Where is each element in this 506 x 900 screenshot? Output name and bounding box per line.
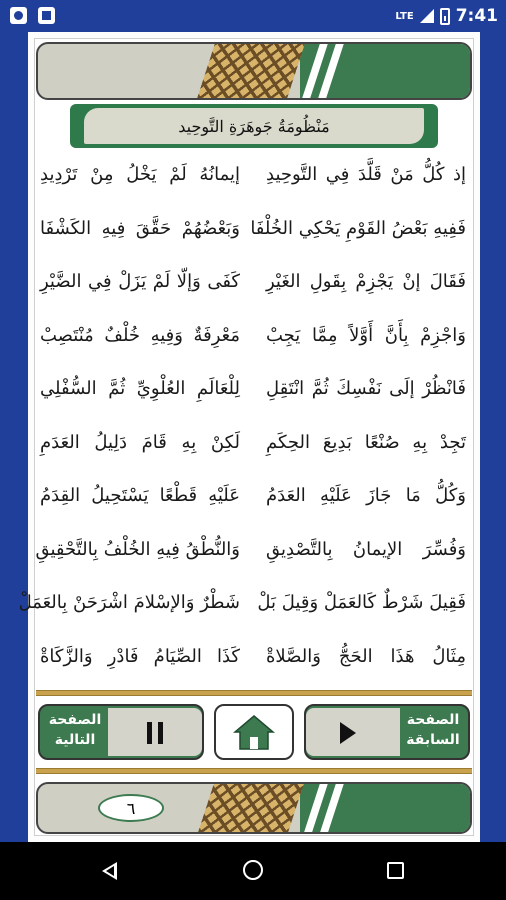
verse-right-hemistich: إذ كُلُّ مَنْ قَلَّدَ فِي التَّوحِيدِ xyxy=(266,164,466,185)
recents-nav-icon[interactable] xyxy=(387,862,404,879)
verse-row xyxy=(18,584,474,638)
navigation-bar xyxy=(0,842,506,900)
play-icon xyxy=(340,722,356,744)
verse-left-hemistich: وَبَعْضُهُمْ حَقَّقَ فِيهِ الكَشْفَا xyxy=(40,217,240,239)
verse-left-hemistich: عَلَيْهِ قَطْعًا يَسْتَحِيلُ القِدَمُ xyxy=(40,485,240,506)
play-button[interactable] xyxy=(306,708,400,756)
title-plate xyxy=(70,104,438,148)
notification-icon xyxy=(10,7,27,24)
verses-list xyxy=(18,156,474,691)
network-label: LTE xyxy=(395,10,414,22)
pause-icon xyxy=(146,722,164,744)
home-button[interactable] xyxy=(214,704,294,760)
banner-pattern xyxy=(198,784,304,832)
pause-button[interactable] xyxy=(108,708,202,756)
verse-row xyxy=(34,317,474,371)
divider-top xyxy=(36,690,472,696)
verse-row xyxy=(34,424,474,478)
verse-row xyxy=(34,370,474,424)
verse-right-hemistich: وَاجْزِمْ بِأَنَّ أَوَّلاً مِمَّا يَجِبْ xyxy=(266,324,466,346)
verse-right-hemistich: مِثَالُ هَذَا الحَجُّ وَالصَّلاةْ xyxy=(266,645,466,667)
home-icon xyxy=(233,713,275,751)
page-title: مَنْظُومَةُ جَوهَرَةِ التَّوحِيد xyxy=(84,108,424,144)
battery-icon xyxy=(440,8,450,25)
prev-page-button[interactable]: الصفحة السابقة xyxy=(406,712,460,748)
verse-right-hemistich: فَفِيهِ بَعْضُ القَوْمِ يَحْكِي الخُلْفَا xyxy=(250,217,466,239)
banner-pattern xyxy=(197,44,305,98)
prev-page-group xyxy=(304,704,470,760)
book-page xyxy=(18,32,480,842)
verse-right-hemistich: وَفُسِّرَ الإيمانُ بِالتَّصْدِيقِ xyxy=(266,538,466,560)
signal-icon xyxy=(420,9,434,23)
verse-left-hemistich: شَطْرٌ وَالإسْلامَ اشْرَحَنْ بِالعَمَلْ xyxy=(18,592,240,613)
verse-left-hemistich: وَالنُّطْقُ فِيهِ الخُلْفُ بِالتَّحْقِيقِ xyxy=(35,538,240,560)
back-nav-icon-inner xyxy=(106,866,114,876)
verse-left-hemistich: كَفَى وَإلّا لَمْ يَزَلْ فِي الضَّيْرِ xyxy=(40,271,240,292)
verse-row xyxy=(34,156,474,210)
next-page-group xyxy=(38,704,204,760)
app-notification-icon xyxy=(38,7,55,24)
verse-row xyxy=(34,263,474,317)
verse-left-hemistich: إيمانُهُ لَمْ يَخْلُ مِنْ تَرْدِيدِ xyxy=(40,164,240,185)
verse-left-hemistich: لِلْعَالَمِ العُلْوِيِّ ثُمَّ السُّفْلِي xyxy=(40,378,240,399)
divider-bottom xyxy=(36,768,472,774)
verse-row xyxy=(34,477,474,531)
verse-row xyxy=(34,210,474,264)
verse-left-hemistich: كَذَا الصِّيَامُ فَادْرِ وَالزَّكَاةْ xyxy=(40,645,240,667)
status-bar xyxy=(0,0,506,32)
verse-right-hemistich: فَانْظُرْ إلَى نَفْسِكَ ثُمَّ انْتَقِلِ xyxy=(266,378,466,399)
page-number: ٦ xyxy=(98,794,164,822)
verse-left-hemistich: لَكِنْ بِهِ قَامَ دَلِيلُ العَدَمِ xyxy=(40,431,240,453)
verse-left-hemistich: مَعْرِفَةٌ وَفِيهِ خُلْفٌ مُنْتَصِبْ xyxy=(40,324,240,346)
next-page-button[interactable]: الصفحة التالية xyxy=(48,712,102,748)
verse-row xyxy=(34,531,474,585)
verse-right-hemistich: وَكُلُّ مَا جَازَ عَلَيْهِ العَدَمُ xyxy=(266,485,466,506)
bottom-banner xyxy=(36,782,472,834)
clock: 7:41 xyxy=(455,6,498,26)
top-banner xyxy=(36,42,472,100)
verse-row xyxy=(34,638,474,692)
verse-right-hemistich: فَقِيلَ شَرْطٌ كَالعَمَلْ وَقِيلَ بَلْ xyxy=(257,592,466,613)
verse-right-hemistich: تَجِدْ بِهِ صُنْعًا بَدِيعَ الحِكَمِ xyxy=(266,431,466,453)
verse-right-hemistich: فَقَالَ إنْ يَجْزِمْ بِقَولِ الغَيْرِ xyxy=(266,271,466,292)
playback-controls xyxy=(38,704,470,760)
home-nav-icon[interactable] xyxy=(243,860,263,880)
